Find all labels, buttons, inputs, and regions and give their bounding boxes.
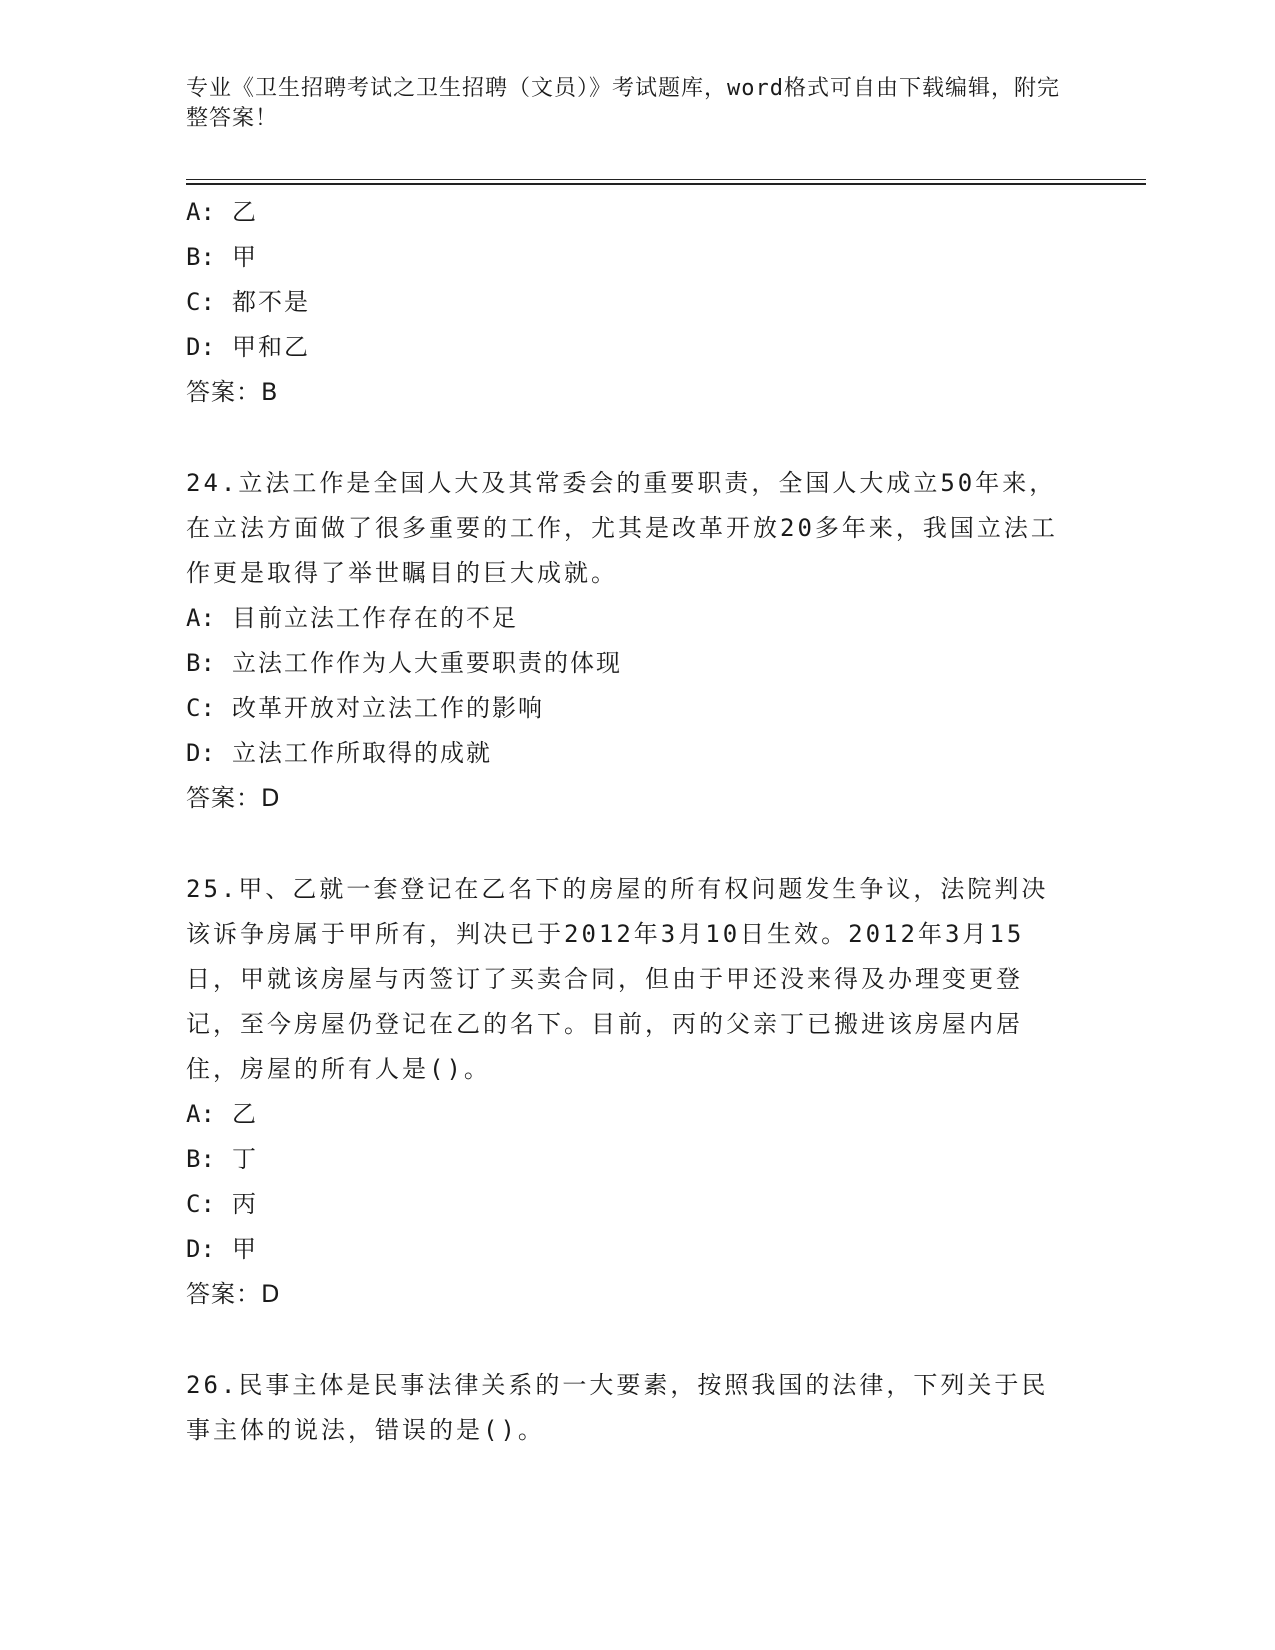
option-a: A: 目前立法工作存在的不足 (186, 604, 518, 632)
question-25-text: 25.甲、乙就一套登记在乙名下的房屋的所有权问题发生争议，法院判决该诉争房属于甲所有，判决已于2012年3月10日生效。2012年3月15日，甲就该房屋与丙签订了买卖合同，但由于甲还没来得及办理变更登记，至今房屋仍登记在乙的名下。目前，丙的父亲丁已搬进该房屋内居住，房屋的所有人是()。 (186, 875, 1049, 1083)
option-c: C: 丙 (186, 1190, 258, 1218)
option-a: A: 乙 (186, 1100, 258, 1128)
question-23-answer: 答案：B (186, 378, 279, 406)
question-23-options (186, 190, 1086, 370)
header-divider-thin (186, 179, 1146, 180)
option-b: B: 丁 (186, 1145, 258, 1173)
option-b: B: 立法工作作为人大重要职责的体现 (186, 649, 622, 677)
option-c: C: 改革开放对立法工作的影响 (186, 694, 544, 722)
header-divider-thick (186, 183, 1146, 185)
question-24-text: 24.立法工作是全国人大及其常委会的重要职责，全国人大成立50年来，在立法方面做了很多重要的工作，尤其是改革开放20多年来，我国立法工作更是取得了举世瞩目的巨大成就。 (186, 469, 1058, 587)
option-d: D: 甲 (186, 1235, 258, 1263)
document-body (186, 190, 1086, 1453)
question-24-answer: 答案：D (186, 784, 281, 812)
option-a: A: 乙 (186, 198, 258, 226)
question-25-options (186, 1092, 1086, 1272)
option-b: B: 甲 (186, 243, 258, 271)
option-d: D: 立法工作所取得的成就 (186, 739, 492, 767)
question-26-text: 26.民事主体是民事法律关系的一大要素，按照我国的法律，下列关于民事主体的说法，错误的是()。 (186, 1371, 1049, 1444)
option-d: D: 甲和乙 (186, 333, 310, 361)
question-25-answer: 答案：D (186, 1280, 281, 1308)
question-24-options (186, 596, 1086, 776)
option-c: C: 都不是 (186, 288, 310, 316)
document-header: 专业《卫生招聘考试之卫生招聘（文员）》考试题库，word格式可自由下载编辑，附完整答案！ (186, 76, 1060, 131)
